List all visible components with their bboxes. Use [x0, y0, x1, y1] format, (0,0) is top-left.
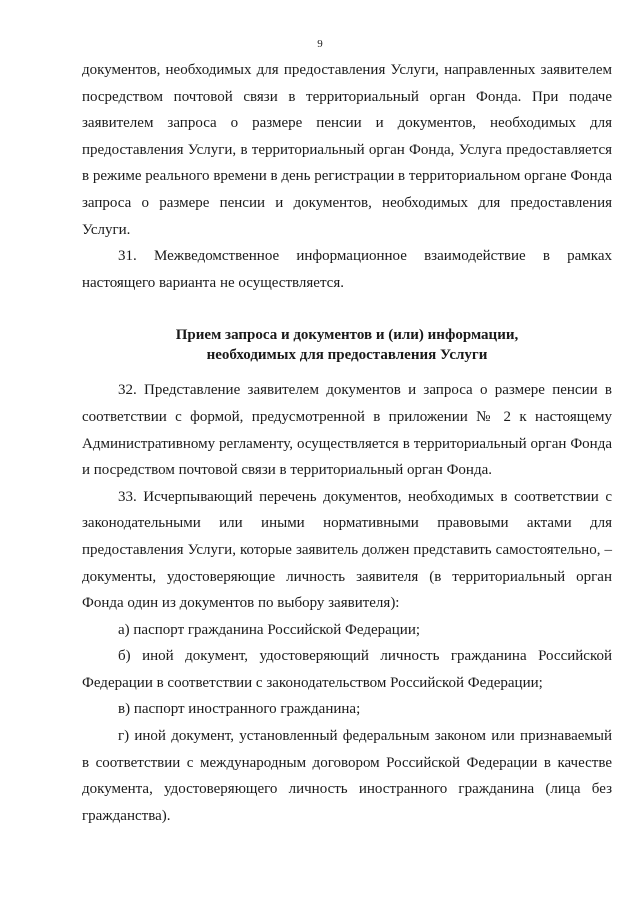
page-number: 9: [317, 38, 323, 50]
section-heading: [82, 325, 612, 365]
paragraph-33: 33. Исчерпывающий перечень документов, необходимых в соответствии с законодательными или иными нормативными правовыми актами для предоставления Услуги, которые заявитель должен представить самостоятельно, – документы, удостоверяющие личность заявителя (в территориальный орган Фонда один из документов по выбору заявителя):: [82, 488, 612, 612]
paragraph-continuation: документов, необходимых для предоставления Услуги, направленных заявителем посредством почтовой связи в территориальный орган Фонда. При подаче заявителем запроса о размере пенсии и документов, необходимых для предоставления Услуги, в территориальный орган Фонда, Услуга предоставляется в режиме реального времени в день регистрации в территориальном органе Фонда запроса о размере пенсии и документов, необходимых для предоставления Услуги.: [82, 62, 612, 238]
paragraph-31: 31. Межведомственное информационное взаимодействие в рамках настоящего варианта не осуществляется.: [82, 248, 612, 291]
list-item-a: а) паспорт гражданина Российской Федерации;: [118, 621, 421, 638]
document-body: [82, 57, 612, 829]
list-item-g: г) иной документ, установленный федеральным законом или признаваемый в соответствии с международным договором Российской Федерации в качестве документа, удостоверяющего личность иностранного гражданина (лица без гражданства).: [82, 728, 612, 824]
list-item-v: в) паспорт иностранного гражданина;: [118, 701, 361, 718]
section-heading-line-2: необходимых для предоставления Услуги: [206, 347, 488, 364]
list-item-b: б) иной документ, удостоверяющий личность гражданина Российской Федерации в соответствии с законодательством Российской Федерации;: [82, 648, 612, 691]
section-heading-line-1: Прием запроса и документов и (или) информации,: [175, 327, 519, 344]
paragraph-32: 32. Представление заявителем документов и запроса о размере пенсии в соответствии с формой, предусмотренной в приложении № 2 к настоящему Административному регламенту, осуществляется в территориальный орган Фонда и посредством почтовой связи в территориальный орган Фонда.: [82, 382, 612, 479]
